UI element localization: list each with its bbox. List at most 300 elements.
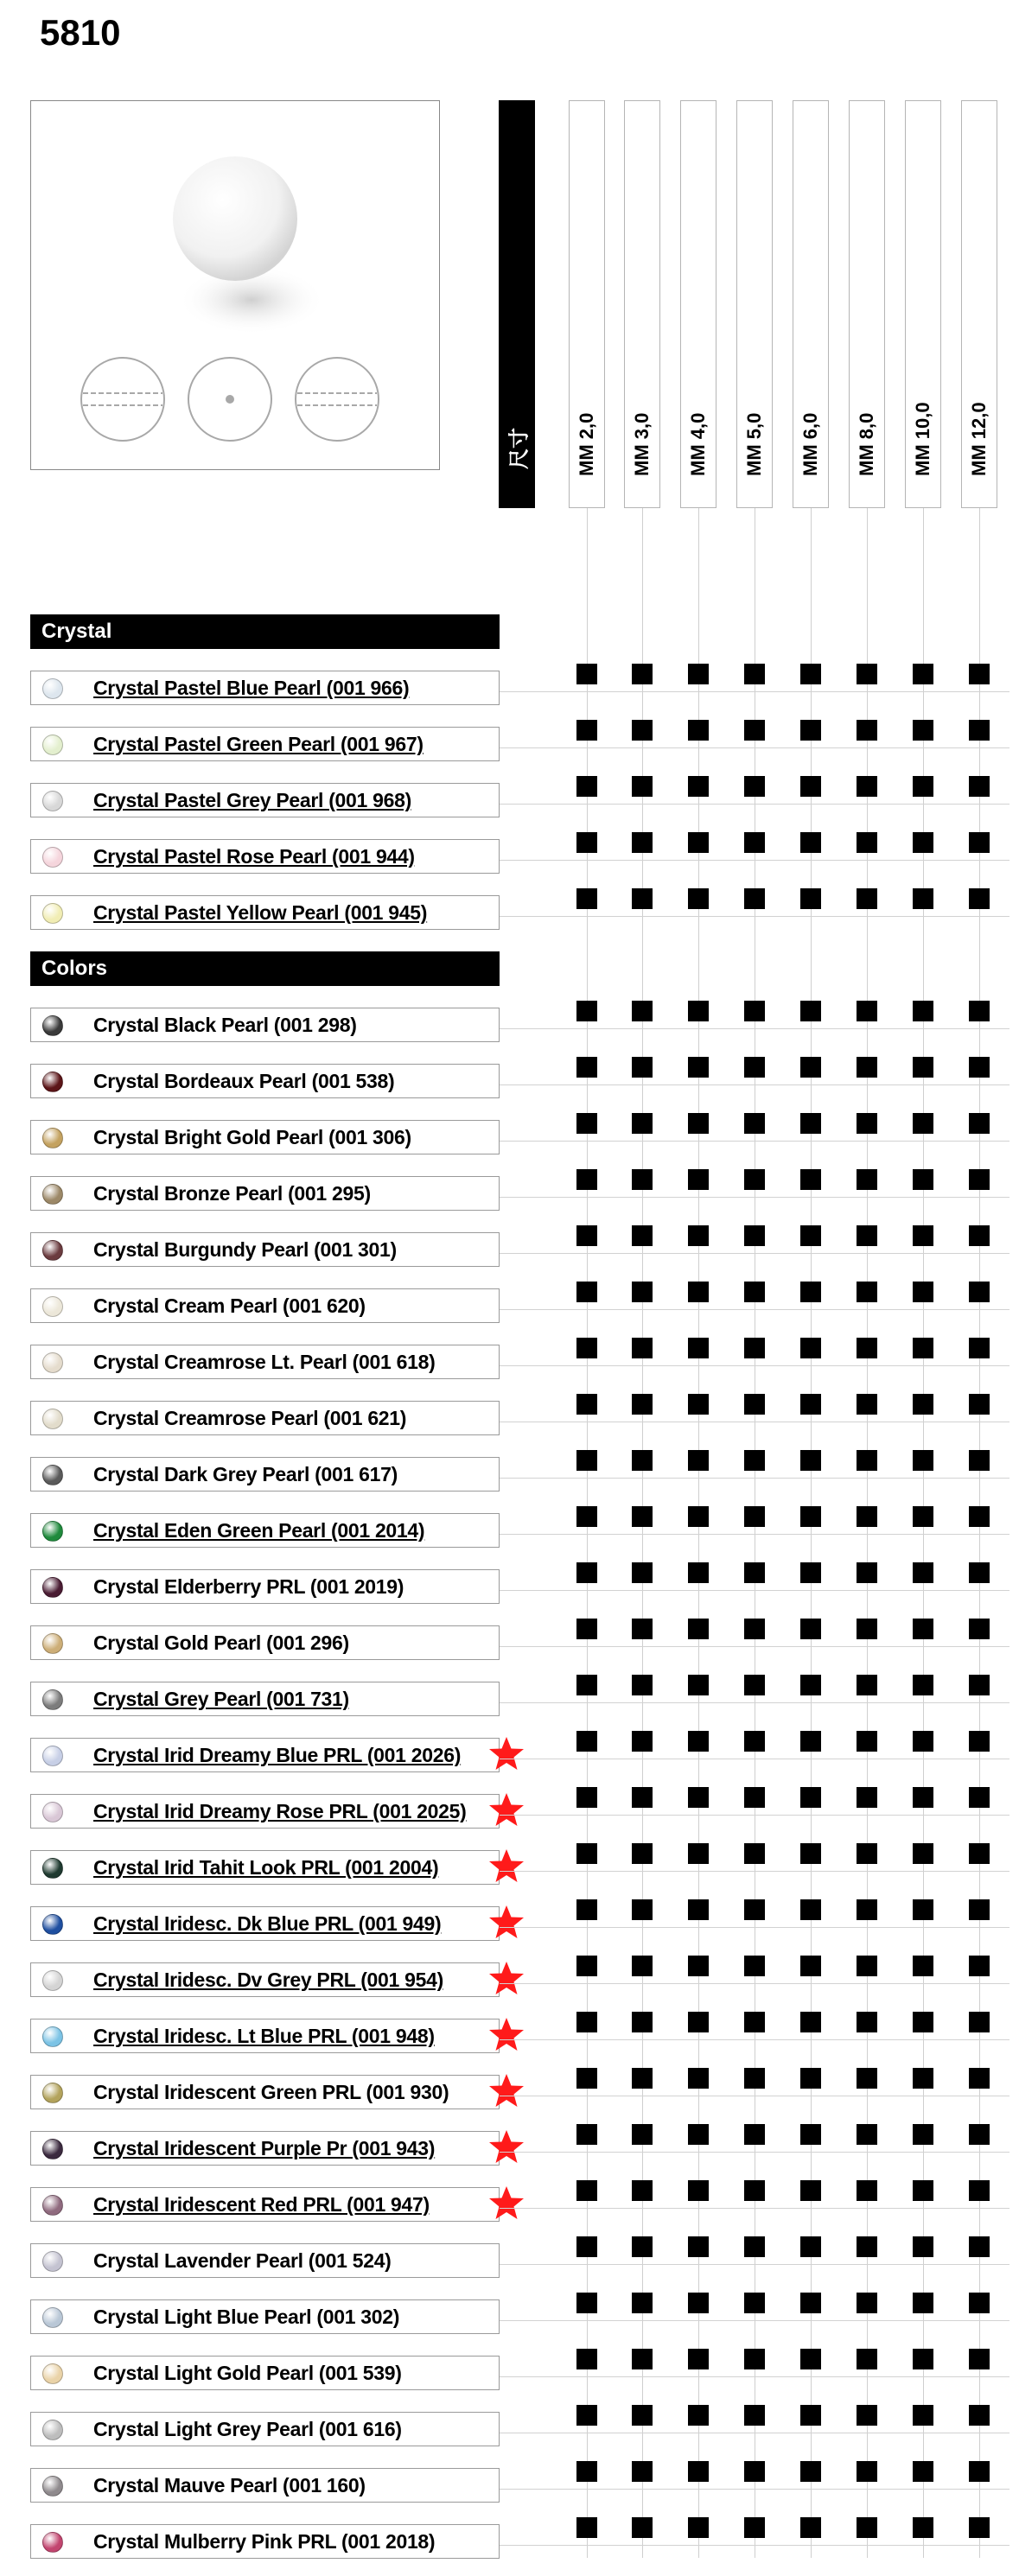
availability-mark <box>969 2068 990 2089</box>
availability-mark <box>913 1338 933 1358</box>
availability-mark <box>913 1956 933 1976</box>
availability-mark <box>576 2012 597 2032</box>
availability-mark <box>913 2124 933 2145</box>
size-header <box>499 100 535 508</box>
pearl-illustration <box>31 101 439 469</box>
row-connector <box>500 1590 1009 1591</box>
color-item[interactable] <box>30 1906 500 1941</box>
availability-mark <box>688 1562 709 1583</box>
availability-mark <box>744 1282 765 1302</box>
color-item <box>30 1457 500 1492</box>
availability-mark <box>857 1057 877 1078</box>
color-item[interactable] <box>30 727 500 761</box>
availability-mark <box>688 1113 709 1134</box>
size-column-4 <box>736 100 773 508</box>
availability-mark <box>800 2012 821 2032</box>
availability-mark <box>800 1899 821 1920</box>
availability-mark <box>913 1057 933 1078</box>
availability-mark <box>576 1001 597 1021</box>
availability-mark <box>688 2012 709 2032</box>
color-item-label: Crystal Mulberry Pink PRL (001 2018) <box>93 2530 436 2553</box>
color-item-link[interactable]: Crystal Pastel Yellow Pearl (001 945) <box>93 901 428 924</box>
availability-mark <box>969 776 990 797</box>
availability-mark <box>688 664 709 684</box>
availability-mark <box>913 664 933 684</box>
availability-mark <box>688 1675 709 1695</box>
availability-mark <box>744 776 765 797</box>
availability-mark <box>632 1450 653 1471</box>
availability-mark <box>632 2461 653 2482</box>
availability-mark <box>800 1675 821 1695</box>
availability-mark <box>913 1843 933 1864</box>
color-item <box>30 2243 500 2278</box>
availability-mark <box>800 2124 821 2145</box>
color-item-label: Crystal Light Grey Pearl (001 616) <box>93 2418 402 2440</box>
availability-mark <box>576 2293 597 2313</box>
availability-mark <box>688 2236 709 2257</box>
color-item[interactable] <box>30 671 500 705</box>
color-item-label: Crystal Black Pearl (001 298) <box>93 1014 357 1036</box>
availability-mark <box>800 1057 821 1078</box>
availability-mark <box>632 888 653 909</box>
color-swatch <box>42 2251 63 2272</box>
row-connector <box>500 1534 1009 1535</box>
availability-mark <box>800 1787 821 1808</box>
availability-mark <box>576 832 597 853</box>
availability-mark <box>800 664 821 684</box>
availability-mark <box>913 888 933 909</box>
availability-mark <box>576 2461 597 2482</box>
color-item-link[interactable]: Crystal Iridesc. Dv Grey PRL (001 954) <box>93 1969 443 1991</box>
color-item-label: Crystal Bright Gold Pearl (001 306) <box>93 1126 411 1148</box>
availability-mark <box>913 2012 933 2032</box>
availability-mark <box>576 1338 597 1358</box>
row-connector <box>500 916 1009 917</box>
availability-mark <box>632 2293 653 2313</box>
color-item <box>30 1345 500 1379</box>
color-item <box>30 1232 500 1267</box>
availability-mark <box>969 2236 990 2257</box>
availability-mark <box>576 1394 597 1415</box>
color-item-link[interactable]: Crystal Pastel Green Pearl (001 967) <box>93 733 424 755</box>
availability-mark <box>800 2293 821 2313</box>
availability-mark <box>688 2517 709 2538</box>
availability-mark <box>576 1450 597 1471</box>
availability-mark <box>688 1169 709 1190</box>
availability-mark <box>913 776 933 797</box>
availability-mark <box>744 1450 765 1471</box>
availability-mark <box>800 1113 821 1134</box>
availability-mark <box>913 2293 933 2313</box>
color-item-label: Crystal Elderberry PRL (001 2019) <box>93 1575 404 1598</box>
color-item <box>30 1625 500 1660</box>
size-column-label: MM 2,0 <box>576 412 597 476</box>
availability-mark <box>913 1619 933 1639</box>
availability-mark <box>913 1899 933 1920</box>
availability-mark <box>576 1956 597 1976</box>
availability-mark <box>688 720 709 741</box>
color-swatch <box>42 2139 63 2159</box>
availability-mark <box>800 776 821 797</box>
size-column-label: MM 4,0 <box>687 412 709 476</box>
size-column-label: MM 12,0 <box>968 402 990 476</box>
new-star-icon <box>487 1960 525 1998</box>
availability-mark <box>800 1338 821 1358</box>
availability-mark <box>632 1619 653 1639</box>
availability-mark <box>744 1338 765 1358</box>
availability-mark <box>969 1282 990 1302</box>
availability-mark <box>688 1619 709 1639</box>
color-swatch <box>42 1858 63 1879</box>
color-item <box>30 1064 500 1098</box>
availability-mark <box>688 2461 709 2482</box>
color-swatch <box>42 1352 63 1373</box>
availability-mark <box>913 1787 933 1808</box>
availability-mark <box>913 1506 933 1527</box>
availability-mark <box>632 1282 653 1302</box>
color-item <box>30 2468 500 2503</box>
color-item[interactable] <box>30 839 500 874</box>
availability-mark <box>857 1001 877 1021</box>
color-item-label: Crystal Creamrose Pearl (001 621) <box>93 1407 407 1429</box>
availability-mark <box>744 720 765 741</box>
page-title: 5810 <box>40 12 121 53</box>
availability-mark <box>688 1282 709 1302</box>
color-swatch <box>42 2026 63 2047</box>
size-column-5 <box>793 100 829 508</box>
color-item[interactable] <box>30 2187 500 2222</box>
availability-mark <box>744 1057 765 1078</box>
availability-mark <box>969 720 990 741</box>
availability-mark <box>969 1001 990 1021</box>
color-item[interactable] <box>30 895 500 930</box>
availability-mark <box>744 1562 765 1583</box>
availability-mark <box>688 2180 709 2201</box>
availability-mark <box>688 776 709 797</box>
color-item[interactable] <box>30 2131 500 2166</box>
color-swatch <box>42 678 63 699</box>
size-column-label: MM 3,0 <box>631 412 653 476</box>
availability-mark <box>744 1899 765 1920</box>
availability-mark <box>800 2180 821 2201</box>
availability-mark <box>632 776 653 797</box>
color-item[interactable] <box>30 1794 500 1829</box>
color-swatch <box>42 1521 63 1542</box>
new-star-icon <box>487 2016 525 2054</box>
availability-mark <box>688 1787 709 1808</box>
availability-mark <box>913 1225 933 1246</box>
size-column-7 <box>905 100 941 508</box>
availability-mark <box>576 1787 597 1808</box>
availability-mark <box>857 1506 877 1527</box>
color-item-link[interactable]: Crystal Iridescent Red PRL (001 947) <box>93 2193 430 2216</box>
availability-mark <box>632 2068 653 2089</box>
availability-mark <box>800 1450 821 1471</box>
color-item-link[interactable]: Crystal Pastel Grey Pearl (001 968) <box>93 789 411 811</box>
row-connector <box>500 691 1009 692</box>
availability-mark <box>913 1450 933 1471</box>
color-swatch <box>42 2532 63 2553</box>
availability-mark <box>969 1562 990 1583</box>
availability-mark <box>800 888 821 909</box>
color-item[interactable] <box>30 1850 500 1885</box>
color-swatch <box>42 1072 63 1092</box>
availability-mark <box>800 832 821 853</box>
color-item-label: Crystal Lavender Pearl (001 524) <box>93 2249 392 2272</box>
availability-mark <box>913 1731 933 1752</box>
color-swatch <box>42 847 63 868</box>
availability-mark <box>857 1282 877 1302</box>
color-item-label: Crystal Gold Pearl (001 296) <box>93 1631 349 1654</box>
color-item <box>30 1176 500 1211</box>
availability-mark <box>744 1619 765 1639</box>
availability-mark <box>688 1899 709 1920</box>
availability-mark <box>800 1619 821 1639</box>
availability-mark <box>857 720 877 741</box>
availability-mark <box>632 1731 653 1752</box>
row-connector <box>500 1253 1009 1254</box>
availability-mark <box>632 2517 653 2538</box>
availability-mark <box>857 1450 877 1471</box>
color-swatch <box>42 1296 63 1317</box>
availability-mark <box>857 1619 877 1639</box>
availability-mark <box>857 2236 877 2257</box>
color-swatch <box>42 2083 63 2103</box>
availability-mark <box>744 1394 765 1415</box>
availability-mark <box>857 888 877 909</box>
color-swatch <box>42 2420 63 2440</box>
availability-mark <box>969 1394 990 1415</box>
size-column-1 <box>569 100 605 508</box>
availability-mark <box>857 776 877 797</box>
row-connector <box>500 1141 1009 1142</box>
availability-mark <box>857 1843 877 1864</box>
availability-mark <box>688 1225 709 1246</box>
availability-mark <box>913 1282 933 1302</box>
size-column-6 <box>849 100 885 508</box>
availability-mark <box>632 2349 653 2369</box>
availability-mark <box>632 1787 653 1808</box>
color-item-link[interactable]: Crystal Irid Tahit Look PRL (001 2004) <box>93 1856 439 1879</box>
availability-mark <box>632 1506 653 1527</box>
availability-mark <box>857 1787 877 1808</box>
color-item[interactable] <box>30 2019 500 2053</box>
size-column-label: MM 8,0 <box>856 412 877 476</box>
availability-mark <box>632 2236 653 2257</box>
color-item-label: Crystal Bronze Pearl (001 295) <box>93 1182 371 1205</box>
new-star-icon <box>487 2185 525 2223</box>
color-item-link[interactable]: Crystal Irid Dreamy Blue PRL (001 2026) <box>93 1744 462 1766</box>
color-item[interactable] <box>30 783 500 817</box>
availability-mark <box>744 2068 765 2089</box>
color-swatch <box>42 2195 63 2216</box>
availability-mark <box>744 664 765 684</box>
availability-mark <box>632 2180 653 2201</box>
row-connector <box>500 860 1009 861</box>
new-star-icon <box>487 1735 525 1773</box>
availability-mark <box>857 1113 877 1134</box>
availability-mark <box>800 720 821 741</box>
availability-mark <box>913 720 933 741</box>
row-connector <box>500 1084 1009 1085</box>
availability-mark <box>969 1731 990 1752</box>
availability-mark <box>969 2124 990 2145</box>
color-item-link[interactable]: Crystal Grey Pearl (001 731) <box>93 1688 349 1710</box>
color-swatch <box>42 1914 63 1935</box>
color-item[interactable] <box>30 1738 500 1772</box>
color-item <box>30 1569 500 1604</box>
row-connector <box>500 2489 1009 2490</box>
row-connector <box>500 2152 1009 2153</box>
size-column-label: MM 10,0 <box>912 402 933 476</box>
availability-mark <box>688 1001 709 1021</box>
new-star-icon <box>487 2128 525 2166</box>
row-connector <box>500 747 1009 748</box>
new-star-icon <box>487 1848 525 1886</box>
availability-mark <box>688 1506 709 1527</box>
color-swatch <box>42 1184 63 1205</box>
availability-mark <box>576 2236 597 2257</box>
color-item-label: Crystal Bordeaux Pearl (001 538) <box>93 1070 395 1092</box>
availability-mark <box>688 2068 709 2089</box>
availability-mark <box>576 1675 597 1695</box>
availability-mark <box>913 1113 933 1134</box>
color-item-link[interactable]: Crystal Irid Dreamy Rose PRL (001 2025) <box>93 1800 467 1822</box>
color-swatch <box>42 1633 63 1654</box>
color-item <box>30 1401 500 1435</box>
availability-mark <box>576 2517 597 2538</box>
availability-mark <box>744 2236 765 2257</box>
availability-mark <box>576 776 597 797</box>
color-item <box>30 1008 500 1042</box>
row-connector <box>500 2264 1009 2265</box>
availability-mark <box>576 2068 597 2089</box>
availability-mark <box>744 1506 765 1527</box>
color-item[interactable] <box>30 1962 500 1997</box>
availability-mark <box>688 1956 709 1976</box>
availability-mark <box>969 2405 990 2426</box>
availability-mark <box>688 888 709 909</box>
availability-mark <box>688 2124 709 2145</box>
availability-mark <box>857 1225 877 1246</box>
color-item-label: Crystal Dark Grey Pearl (001 617) <box>93 1463 398 1485</box>
color-swatch <box>42 1577 63 1598</box>
availability-mark <box>688 1843 709 1864</box>
availability-mark <box>576 2405 597 2426</box>
color-item[interactable] <box>30 1682 500 1716</box>
availability-mark <box>744 1675 765 1695</box>
availability-mark <box>576 1282 597 1302</box>
color-item-label: Crystal Mauve Pearl (001 160) <box>93 2474 366 2496</box>
color-swatch <box>42 1689 63 1710</box>
color-item <box>30 2299 500 2334</box>
availability-mark <box>913 1675 933 1695</box>
availability-mark <box>913 2068 933 2089</box>
availability-mark <box>744 1956 765 1976</box>
availability-mark <box>969 2517 990 2538</box>
availability-mark <box>576 1843 597 1864</box>
availability-mark <box>744 2124 765 2145</box>
row-connector <box>500 2039 1009 2040</box>
color-swatch <box>42 2363 63 2384</box>
availability-mark <box>857 664 877 684</box>
availability-mark <box>632 1562 653 1583</box>
row-connector <box>500 2320 1009 2321</box>
size-column-3 <box>680 100 716 508</box>
availability-mark <box>913 2236 933 2257</box>
color-item <box>30 2356 500 2390</box>
availability-mark <box>913 2180 933 2201</box>
availability-mark <box>744 1113 765 1134</box>
color-item-label: Crystal Cream Pearl (001 620) <box>93 1294 366 1317</box>
row-connector <box>500 1309 1009 1310</box>
availability-mark <box>857 1562 877 1583</box>
availability-mark <box>576 1731 597 1752</box>
availability-mark <box>632 1899 653 1920</box>
availability-mark <box>857 2180 877 2201</box>
row-connector <box>500 1983 1009 1984</box>
row-connector <box>500 1871 1009 1872</box>
availability-mark <box>969 1057 990 1078</box>
color-item-link[interactable]: Crystal Iridescent Purple Pr (001 943) <box>93 2137 436 2159</box>
availability-mark <box>744 2461 765 2482</box>
availability-mark <box>857 832 877 853</box>
availability-mark <box>800 1731 821 1752</box>
availability-mark <box>800 1562 821 1583</box>
availability-mark <box>857 2124 877 2145</box>
availability-mark <box>969 888 990 909</box>
availability-mark <box>857 1899 877 1920</box>
availability-mark <box>969 1338 990 1358</box>
color-item-link[interactable]: Crystal Pastel Blue Pearl (001 966) <box>93 677 410 699</box>
row-connector <box>500 1815 1009 1816</box>
availability-mark <box>632 1057 653 1078</box>
color-item-link[interactable]: Crystal Iridesc. Lt Blue PRL (001 948) <box>93 2025 435 2047</box>
color-item-link[interactable]: Crystal Iridesc. Dk Blue PRL (001 949) <box>93 1912 442 1935</box>
color-item-label: Crystal Creamrose Lt. Pearl (001 618) <box>93 1351 436 1373</box>
availability-mark <box>576 720 597 741</box>
availability-mark <box>800 1394 821 1415</box>
availability-mark <box>969 1843 990 1864</box>
availability-mark <box>576 1619 597 1639</box>
availability-mark <box>744 1731 765 1752</box>
availability-mark <box>913 1562 933 1583</box>
availability-mark <box>969 1956 990 1976</box>
availability-mark <box>576 1899 597 1920</box>
availability-mark <box>632 1225 653 1246</box>
row-connector <box>500 2376 1009 2377</box>
availability-mark <box>744 2012 765 2032</box>
availability-mark <box>576 1225 597 1246</box>
color-swatch <box>42 1802 63 1822</box>
row-connector <box>500 2208 1009 2209</box>
availability-mark <box>576 1506 597 1527</box>
availability-mark <box>969 1899 990 1920</box>
color-item-link[interactable]: Crystal Pastel Rose Pearl (001 944) <box>93 845 415 868</box>
availability-mark <box>688 1731 709 1752</box>
availability-mark <box>744 2517 765 2538</box>
color-swatch <box>42 1409 63 1429</box>
color-item[interactable] <box>30 1513 500 1548</box>
availability-mark <box>800 2461 821 2482</box>
new-star-icon <box>487 1904 525 1942</box>
availability-mark <box>800 2236 821 2257</box>
availability-mark <box>632 1843 653 1864</box>
color-item-link[interactable]: Crystal Eden Green Pearl (001 2014) <box>93 1519 425 1542</box>
section-header-colors: Colors <box>30 951 500 986</box>
availability-mark <box>744 1843 765 1864</box>
availability-mark <box>632 832 653 853</box>
